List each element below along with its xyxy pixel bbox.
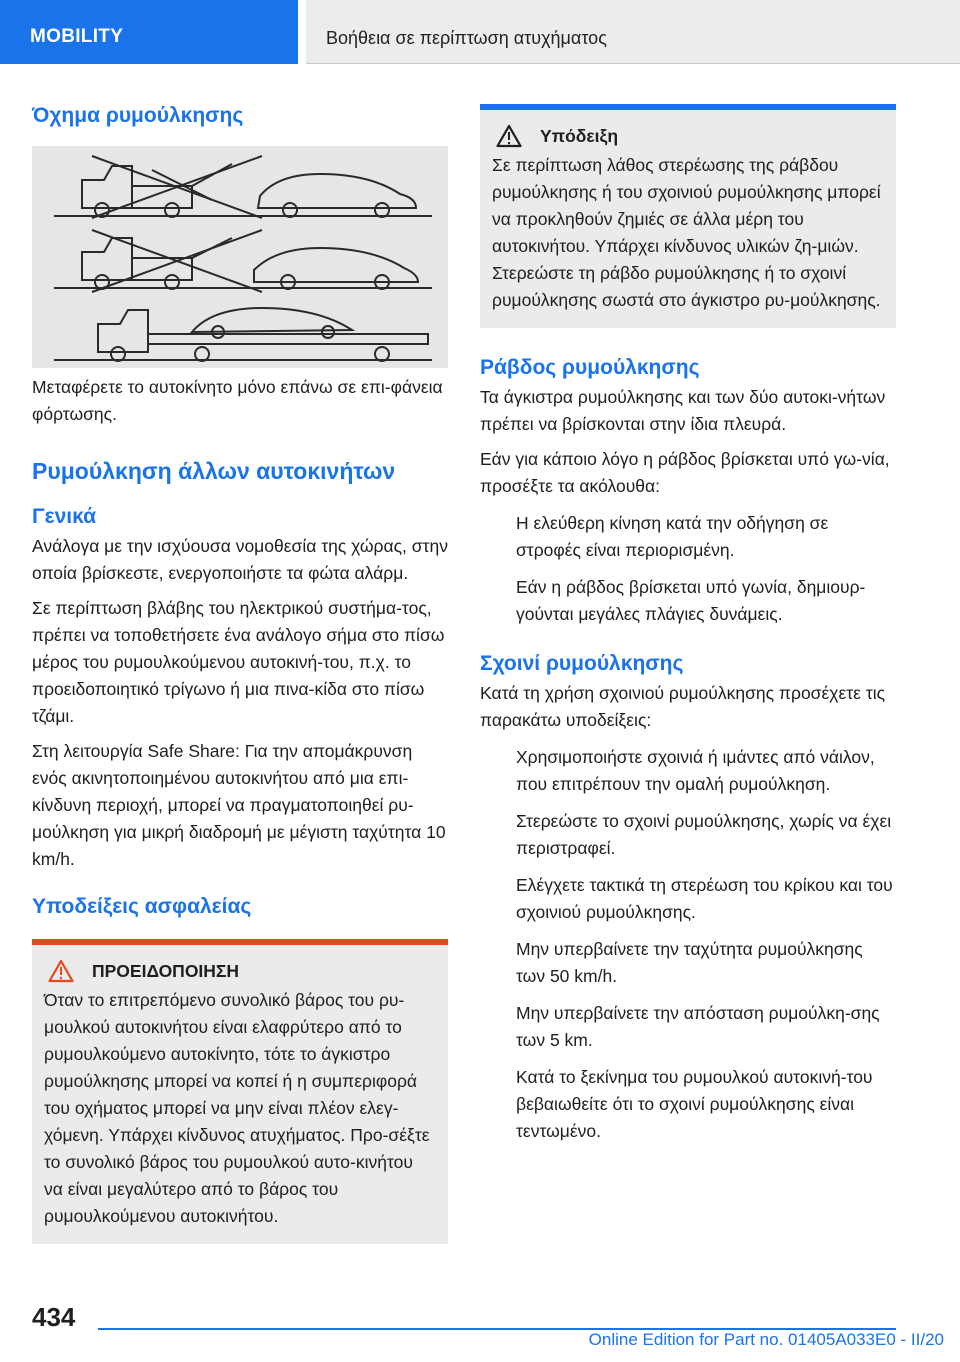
general-title: Γενικά [32,505,97,528]
section-tab [0,0,298,64]
chapter-tab [306,0,960,64]
general-paragraph-2: Σε περίπτωση βλάβης του ηλεκτρικού συστήμα-τος, πρέπει να τοποθετήσετε ένα ανάλογο σήμα στο πίσω μέρος του ρυμουλκούμενου αυτοκινή-του, π.χ. το προειδοποιητικό τρίγωνο ή μια πινα-κίδα στο πίσω τζάμι. [32,598,445,726]
note-heading: Υπόδειξη [540,125,619,146]
list-item: Μην υπερβαίνετε την ταχύτητα ρυμούλκησης των 50 km/h. [480,936,896,990]
rope-paragraph-1: Κατά τη χρήση σχοινιού ρυμούλκησης προσέχετε τις παρακάτω υποδείξεις: [480,683,886,730]
warning-box [32,939,448,1244]
rope-title: Σχοινί ρυμούλκησης [480,652,684,675]
towing-illustration [32,146,448,368]
warning-heading: ΠΡΟΕΙΔΟΠΟΙΗΣΗ [92,960,240,981]
bar-paragraph-2: Εάν για κάποιο λόγο η ράβδος βρίσκεται υπό γω-νία, προσέξτε τα ακόλουθα: [480,449,890,496]
list-item: Εάν η ράβδος βρίσκεται υπό γωνία, δημιουρ-γούνται μεγάλες πλάγιες δυνάμεις. [480,574,896,628]
rope-bullet-list [480,744,896,1145]
general-paragraph-3: Στη λειτουργία Safe Share: Για την απομάκρυνση ενός ακινητοποιημένου αυτοκινήτου από μια επι-κίνδυνη περιοχή, μπορεί να πραγματοποιηθεί ρυ-μούλκηση για μικρή διαδρομή με μέγιστη ταχύτητα 10 km/h. [32,741,446,869]
towing-vehicle-title: Όχημα ρυμούλκησης [32,104,244,127]
page-number: 434 [32,1302,76,1332]
towing-others-title: Ρυμούλκηση άλλων αυτοκινήτων [32,458,396,484]
page-header [0,0,960,64]
tow-trucks-drawing [32,146,448,368]
warning-triangle-icon [48,959,74,983]
warning-triangle-icon [496,124,522,148]
list-item: Μην υπερβαίνετε την απόσταση ρυμούλκη-σης των 5 km. [480,1000,896,1054]
list-item: Κατά το ξεκίνημα του ρυμουλκού αυτοκινή-του βεβαιωθείτε ότι το σχοινί ρυμούλκησης είναι τεντωμένο. [480,1064,896,1145]
list-item: Ελέγχετε τακτικά τη στερέωση του κρίκου και του σχοινιού ρυμούλκησης. [480,872,896,926]
right-column [480,104,896,1145]
bar-bullet-list [480,510,896,628]
list-item: Η ελεύθερη κίνηση κατά την οδήγηση σε στροφές είναι περιορισμένη. [480,510,896,564]
bar-paragraph-1: Τα άγκιστρα ρυμούλκησης και των δύο αυτοκι-νήτων πρέπει να βρίσκονται στην ίδια πλευρά. [480,387,886,434]
chapter-label: Βοήθεια σε περίπτωση ατυχήματος [326,28,607,48]
section-label: MOBILITY [30,26,124,47]
safety-title: Υποδείξεις ασφαλείας [32,895,252,918]
note-text: Σε περίπτωση λάθος στερέωσης της ράβδου ρυμούλκησης ή του σχοινιού ρυμούλκησης μπορεί να προκληθούν ζημιές σε άλλα μέρη του αυτοκινήτου. Υπάρχει κίνδυνος υλικών ζη-μιών. Στερεώστε τη ράβδο ρυμούλκησης ή το σχοινί ρυμούλκησης σωστά στο άγκιστρο ρυ-μούλκησης. [492,155,881,310]
warning-text: Όταν το επιτρεπόμενο συνολικό βάρος του ρυ-μουλκού αυτοκινήτου είναι ελαφρύτερο από το ρυμουλκούμενο αυτοκίνητο, τότε το άγκιστρο ρυμούλκησης μπορεί να κοπεί ή η συμπεριφορά του οχήματος μπορεί να μην είναι πλέον ελεγ-χόμενη. Υπάρχει κίνδυνος ατυχήματος. Προ-σέξτε το συνολικό βάρος του ρυμουλκού αυτο-κινήτου να είναι μεγαλύτερο από το βάρος του ρυμουλκούμενου αυτοκινήτου. [44,990,430,1226]
bar-title: Ράβδος ρυμούλκησης [480,356,700,379]
list-item: Στερεώστε το σχοινί ρυμούλκησης, χωρίς να έχει περιστραφεί. [480,808,896,862]
list-item: Χρησιμοποιήστε σχοινιά ή ιμάντες από νάιλον, που επιτρέπουν την ομαλή ρυμούλκηση. [480,744,896,798]
note-box [480,104,896,328]
towing-vehicle-text: Μεταφέρετε το αυτοκίνητο μόνο επάνω σε επι-φάνεια φόρτωσης. [32,377,443,424]
general-paragraph-1: Ανάλογα με την ισχύουσα νομοθεσία της χώρας, στην οποία βρίσκεστε, ενεργοποιήστε τα φώτα αλάρμ. [32,536,448,583]
edition-note: Online Edition for Part no. 01405A033E0 - II/20 [588,1330,944,1349]
